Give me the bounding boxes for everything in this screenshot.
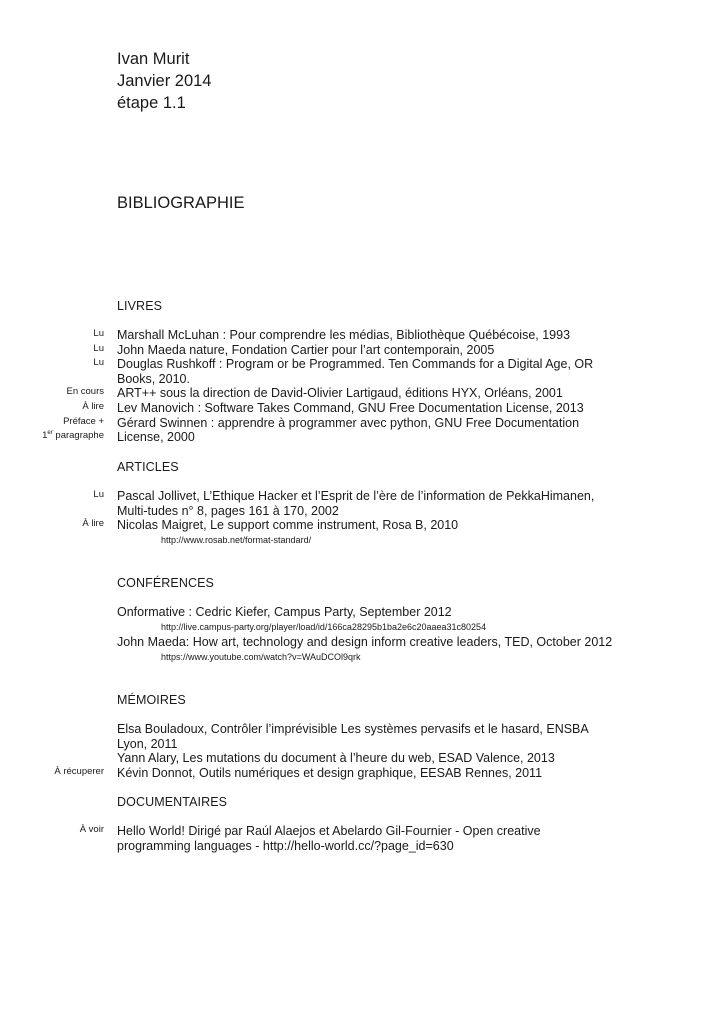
book-entry: Gérard Swinnen : apprendre à programmer avec python, GNU Free Documentation License, 2000 xyxy=(117,415,580,445)
conference-entry: John Maeda: How art, technology and design inform creative leaders, TED, October 2012 xyxy=(117,635,613,649)
article-entry: Pascal Jollivet, L’Ethique Hacker et l’Esprit de l’ère de l’information de PekkaHimanen, Multi-tudes n° 8, pages 161 à 170, 2002 xyxy=(117,489,595,518)
author-name: Ivan Murit xyxy=(117,50,190,68)
document-header xyxy=(117,48,211,114)
section-heading-documentaires: DOCUMENTAIRES xyxy=(117,795,228,809)
documentary-entry: Hello World! Dirigé par Raúl Alaejos et Abelardo Gil-Fournier - Open creative programming languages - http://hello-world.cc/?page_id=630 xyxy=(117,824,541,853)
book-entry: Marshall McLuhan : Pour comprendre les médias, Bibliothèque Québécoise, 1993 xyxy=(117,328,571,342)
article-entry: Nicolas Maigret, Le support comme instrument, Rosa B, 2010 xyxy=(117,518,459,533)
status-note: Lu xyxy=(93,357,104,369)
status-note: En cours xyxy=(66,386,104,398)
section-heading-conferences: CONFÉRENCES xyxy=(117,576,214,590)
section-heading-livres: LIVRES xyxy=(117,299,163,313)
section-heading-memoires: MÉMOIRES xyxy=(117,693,186,707)
book-entry: Lev Manovich : Software Takes Command, GNU Free Documentation License, 2013 xyxy=(117,401,584,415)
status-note: À voir xyxy=(79,824,104,835)
conference-entry: Onformative : Cedric Kiefer, Campus Party, September 2012 xyxy=(117,605,452,619)
status-note-line2: 1er paragraphe xyxy=(42,430,104,442)
conference-url[interactable]: http://live.campus-party.org/player/load/id/166ca28295b1ba2e6c20aaea31c80254 xyxy=(161,622,487,632)
page-title: BIBLIOGRAPHIE xyxy=(117,194,245,212)
status-note: À récuperer xyxy=(54,765,104,777)
book-entry: John Maeda nature, Fondation Cartier pour l’art contemporain, 2005 xyxy=(117,342,495,357)
book-entry: Douglas Rushkoff : Program or be Programmed. Ten Commands for a Digital Age, OR Books, 2010. xyxy=(117,357,594,386)
status-note: À lire xyxy=(82,518,104,530)
conference-url[interactable]: https://www.youtube.com/watch?v=WAuDCOl9qrk xyxy=(161,652,361,662)
status-note: À lire xyxy=(82,401,104,412)
section-heading-articles: ARTICLES xyxy=(117,460,179,474)
book-entry: ART++ sous la direction de David-Olivier Lartigaud, éditions HYX, Orléans, 2001 xyxy=(117,386,563,401)
status-note: Lu xyxy=(93,342,104,354)
memoire-entry: Kévin Donnot, Outils numériques et design graphique, EESAB Rennes, 2011 xyxy=(117,765,543,780)
memoire-entry: Yann Alary, Les mutations du document à l’heure du web, ESAD Valence, 2013 xyxy=(117,751,555,766)
document-date: Janvier 2014 xyxy=(117,72,212,90)
memoire-entry: Elsa Bouladoux, Contrôler l’imprévisible Les systèmes pervasifs et le hasard, ENSBA Lyon, 2011 xyxy=(117,722,589,751)
document-stage: étape 1.1 xyxy=(117,94,186,112)
status-note: Lu xyxy=(93,489,104,500)
status-note: Lu xyxy=(93,328,104,339)
status-note: Préface + xyxy=(63,415,104,427)
article-url[interactable]: http://www.rosab.net/format-standard/ xyxy=(161,535,312,545)
